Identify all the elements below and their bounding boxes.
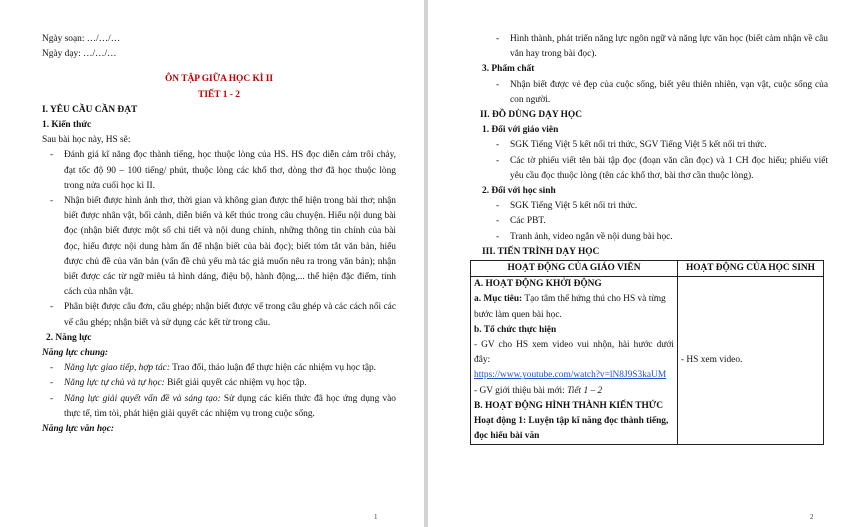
item-label: Năng lực tự chủ và tự học: (64, 378, 165, 389)
list-item: - Tranh ảnh, video ngắn về nội dung bài học. (480, 230, 828, 245)
lesson-subtitle: TIẾT 1 - 2 (198, 89, 240, 100)
teacher-activity-cell (471, 277, 678, 445)
activity-a-heading: A. HOẠT ĐỘNG KHỞI ĐỘNG (474, 279, 602, 290)
student-materials-list (480, 199, 828, 245)
knowledge-heading: 1. Kiến thức (42, 120, 92, 131)
knowledge-list (42, 148, 396, 330)
item-label: Năng lực giao tiếp, hợp tác: (64, 363, 170, 374)
table-row (471, 277, 824, 445)
literary-competence-list (480, 32, 828, 62)
table-header-row (471, 261, 824, 277)
teacher-materials-list (480, 138, 828, 184)
lesson-title: ÔN TẬP GIỮA HỌC KÌ II (164, 74, 274, 85)
section-materials: II. ĐỒ DÙNG DẠY HỌC (480, 110, 582, 121)
header-student-activity: HOẠT ĐỘNG CỦA HỌC SINH (677, 261, 823, 277)
quality-list (480, 78, 828, 108)
list-item: - Các PBT. (480, 214, 828, 229)
list-item: - Hình thành, phát triển năng lực ngôn ngữ và năng lực văn học (biết cảm nhận về câu văn hay trong bài đọc). (480, 32, 828, 62)
date-taught: Ngày dạy: …/…/… (42, 49, 117, 60)
list-item: - SGK Tiếng Việt 5 kết nối tri thức, SGV Tiếng Việt 5 kết nối tri thức. (480, 138, 828, 153)
teacher-materials-heading: 1. Đối với giáo viên (482, 125, 559, 136)
list-item (42, 361, 396, 376)
list-item: - Phân biệt được câu đơn, câu ghép; nhận biết được vế trong câu ghép và các cách nối các vế câu ghép; nhận biết và sử dụng các kết từ trong câu. (42, 300, 396, 330)
organization-heading: b. Tổ chức thực hiện (474, 324, 557, 335)
video-link[interactable]: https://www.youtube.com/watch?v=lN8J9S3kaUM (474, 370, 667, 381)
gv-intro-line (474, 384, 674, 399)
header-teacher-activity: HOẠT ĐỘNG CỦA GIÁO VIÊN (471, 261, 678, 277)
goal-line (474, 292, 674, 322)
competence-heading: 2. Năng lực (46, 332, 92, 343)
item-label: Năng lực giải quyết vấn đề và sáng tạo: (64, 393, 221, 404)
list-item (42, 392, 396, 422)
student-activity-cell (677, 277, 823, 445)
document-page-2 (428, 0, 860, 527)
general-competence-list (42, 361, 396, 422)
page-number: 1 (374, 513, 378, 521)
section-process: III. TIẾN TRÌNH DẠY HỌC (482, 246, 600, 257)
item-text: Trao đổi, thảo luận để thực hiện các nhiệm vụ học tập. (172, 363, 377, 374)
item-text: Biết giải quyết các nhiệm vụ học tập. (167, 378, 307, 389)
list-item: - Nhận biết được vẻ đẹp của cuộc sống, biết yêu thiên nhiên, vạn vật, cuộc sống của con người. (480, 78, 828, 108)
lesson-activity-table (470, 260, 824, 445)
list-item: - Nhận biết được hình ảnh thơ, thời gian và không gian được thể hiện trong bài thơ; nhận biết được nhân vật, bối cảnh, diễn biến và kết thúc trong câu chuyện. Hiểu nội dung bài đọc (nhận biết được một số chi tiết và nội dung chính, những thông tin chính của bài đọc, hiểu được nội dung hàm ẩn để nhận biết của bài đọc); biết tóm tắt văn bản, hiểu được chủ đề của văn bản (vấn đề chủ yếu mà tác giả muốn nêu ra trong văn bản); nhận biết được các từ ngữ miêu tả hình dáng, điệu bộ, hành động,... thể hiện đặc điểm, tính cách của nhân vật. (42, 194, 396, 300)
activity-b-heading: B. HOẠT ĐỘNG HÌNH THÀNH KIẾN THỨC (474, 400, 664, 411)
section-requirements: I. YÊU CẦU CẦN ĐẠT (42, 104, 138, 115)
date-prepared: Ngày soạn: …/…/… (42, 34, 121, 44)
page-1-content (42, 32, 396, 437)
activity-1-heading: Hoạt động 1: Luyện tập kĩ năng đọc thành tiếng, đọc hiểu bài văn (474, 416, 669, 442)
student-materials-heading: 2. Đối với học sinh (482, 186, 556, 197)
goal-label: a. Mục tiêu: (474, 294, 523, 305)
page-number: 2 (810, 513, 814, 521)
list-item (42, 376, 396, 391)
list-item: - Các tờ phiếu viết tên bài tập đọc (đoạn văn cần đọc) và 1 CH đọc hiểu; phiếu viết yêu cầu đọc thuộc lòng (tên các khổ thơ, bài thơ cần thuộc lòng). (480, 154, 828, 184)
knowledge-intro: Sau bài học này, HS sẽ: (42, 135, 131, 146)
gv-intro-title: Tiết 1 – 2 (567, 385, 603, 396)
document-page-1 (0, 0, 424, 527)
general-competence-heading: Năng lực chung: (42, 348, 109, 359)
goal-text: Tạo tâm thế hứng thú cho HS và từng bước làm quen bài học. (474, 294, 666, 320)
item-text: Sử dụng các kiến thức đã học ứng dụng vào thực tế, tìm tòi, phát hiện giải quyết các nhiệm vụ trong cuộc sống. (64, 393, 396, 419)
list-item: - Đánh giá kĩ năng đọc thành tiếng, học thuộc lòng của HS. HS đọc diễn cảm trôi chảy, đạt tốc độ 90 – 100 tiếng/ phút, thuộc lòng các khổ thơ, dòng thơ đã học thuộc lòng trong nửa cuối học kì II. (42, 148, 396, 194)
gv-video-text: - GV cho HS xem video vui nhộn, hài hước dưới đây: (474, 340, 674, 366)
page-2-content (474, 32, 828, 445)
hs-video-text: - HS xem video. (680, 355, 743, 366)
gv-intro-prefix: - GV giới thiệu bài mới: (474, 385, 565, 396)
list-item: - SGK Tiếng Việt 5 kết nối tri thức. (480, 199, 828, 214)
literary-competence-heading: Năng lực văn học: (42, 424, 115, 435)
quality-heading: 3. Phẩm chất (482, 64, 535, 75)
